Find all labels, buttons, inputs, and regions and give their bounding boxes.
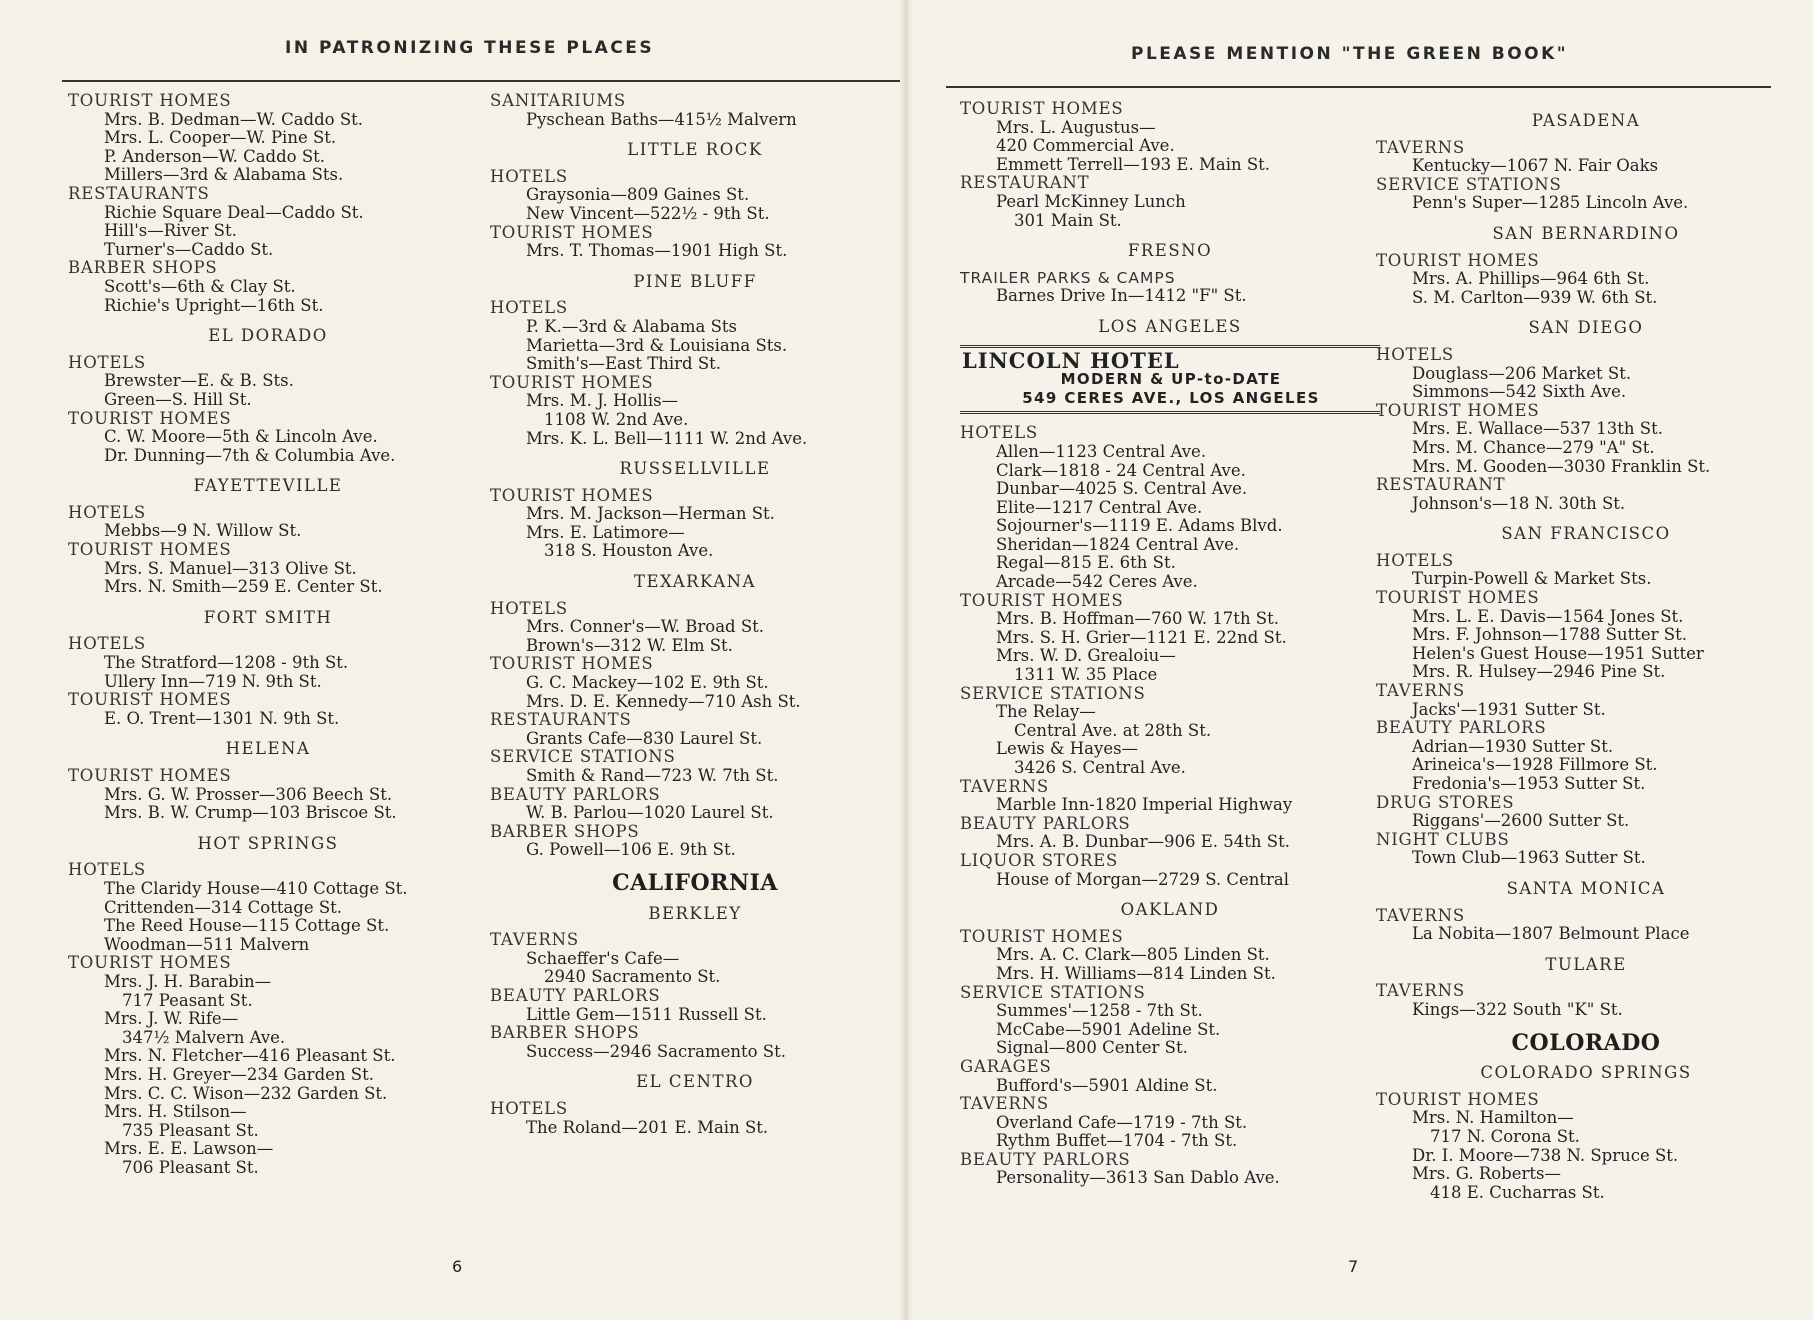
listing-line: Mrs. K. L. Bell—1111 W. 2nd Ave.: [526, 428, 808, 448]
hotel-advertisement: [960, 345, 1380, 415]
listing-line: Clark—1818 - 24 Central Ave.: [996, 460, 1246, 480]
listing-group: [490, 823, 900, 860]
listing-group: [490, 1100, 900, 1137]
category-heading: TOURIST HOMES: [490, 372, 654, 392]
listing-line: Mebbs—9 N. Willow St.: [104, 521, 302, 541]
category-heading: SERVICE STATIONS: [1376, 174, 1562, 194]
city-heading-san-bernardino: SAN BERNARDINO: [1492, 223, 1680, 243]
listing-line: Mrs. R. Hulsey—2946 Pine St.: [1412, 662, 1666, 682]
listing-line: Mrs. B. W. Crump—103 Briscoe St.: [104, 803, 397, 823]
listing-line: The Stratford—1208 - 9th St.: [104, 653, 349, 673]
listing-line: Turpin-Powell & Market Sts.: [1412, 569, 1652, 589]
category-heading: TAVERNS: [1376, 137, 1465, 157]
listing-line: Pyschean Baths—415½ Malvern: [526, 109, 797, 129]
listing-line: House of Morgan—2729 S. Central: [996, 869, 1290, 889]
category-heading: BARBER SHOPS: [490, 1023, 640, 1043]
header-rule-right: [946, 86, 1771, 88]
listing-line: Mrs. A. C. Clark—805 Linden St.: [996, 945, 1270, 965]
listing-line: Sojourner's—1119 E. Adams Blvd.: [996, 516, 1283, 536]
city-heading-texarkana: TEXARKANA: [634, 572, 756, 592]
category-heading: HOTELS: [68, 860, 147, 880]
listing-line: Hill's—River St.: [104, 221, 237, 241]
category-heading: TRAILER PARKS & CAMPS: [960, 268, 1176, 287]
category-heading: TOURIST HOMES: [490, 654, 654, 674]
listing-line: Grants Cafe—830 Laurel St.: [526, 728, 763, 748]
listing-line: Mrs. H. Stilson—: [104, 1102, 247, 1122]
listing-line: S. M. Carlton—939 W. 6th St.: [1412, 287, 1658, 307]
column-1: [68, 92, 468, 1177]
listing-line: Mrs. M. J. Hollis—: [526, 391, 679, 411]
listing-line: Elite—1217 Central Ave.: [996, 497, 1203, 517]
listing-group: [1376, 1091, 1796, 1203]
ad-address: 549 CERES AVE., LOS ANGELES: [1022, 388, 1320, 407]
listing-line: Turner's—Caddo St.: [104, 239, 274, 259]
column-3: [960, 100, 1380, 1188]
category-heading: BARBER SHOPS: [490, 821, 640, 841]
listing-group: [1376, 346, 1796, 402]
listing-line: 301 Main St.: [1014, 210, 1122, 230]
category-heading: HOTELS: [68, 352, 147, 372]
running-head-right: PLEASE MENTION "THE GREEN BOOK": [1131, 44, 1569, 64]
listing-line: Success—2946 Sacramento St.: [526, 1041, 786, 1061]
category-heading: TAVERNS: [1376, 681, 1465, 701]
listing-line: Mrs. B. Hoffman—760 W. 17th St.: [996, 609, 1279, 629]
listing-line: 1108 W. 2nd Ave.: [544, 409, 689, 429]
listing-group: [490, 224, 900, 261]
listing-line: Mrs. S. Manuel—313 Olive St.: [104, 558, 357, 578]
listing-group: [960, 1151, 1380, 1188]
listing-line: 717 Peasant St.: [122, 990, 253, 1010]
listing-line: Mrs. A. B. Dunbar—906 E. 54th St.: [996, 832, 1290, 852]
listing-group: [490, 655, 900, 711]
listing-line: The Reed House—115 Cottage St.: [104, 916, 390, 936]
listing-line: Adrian—1930 Sutter St.: [1412, 736, 1614, 756]
listing-line: Mrs. C. C. Wison—232 Garden St.: [104, 1083, 388, 1103]
listing-group: [1376, 252, 1796, 308]
listing-line: 3426 S. Central Ave.: [1014, 758, 1186, 777]
listing-line: Mrs. F. Johnson—1788 Sutter St.: [1412, 625, 1687, 645]
listing-line: Richie Square Deal—Caddo St.: [104, 202, 364, 222]
category-heading: TOURIST HOMES: [960, 99, 1124, 118]
category-heading: BEAUTY PARLORS: [490, 985, 661, 1005]
listing-line: W. B. Parlou—1020 Laurel St.: [526, 803, 774, 823]
listing-line: Richie's Upright—16th St.: [104, 295, 324, 315]
listing-line: Emmett Terrell—193 E. Main St.: [996, 154, 1271, 174]
listing-line: 1311 W. 35 Place: [1014, 665, 1158, 685]
listing-line: Mrs. N. Fletcher—416 Pleasant St.: [104, 1046, 396, 1066]
listing-group: [68, 635, 468, 691]
category-heading: SERVICE STATIONS: [960, 982, 1146, 1002]
listing-line: Dunbar—4025 S. Central Ave.: [996, 479, 1248, 499]
listing-line: Dr. I. Moore—738 N. Spruce St.: [1412, 1145, 1679, 1165]
listing-line: Rythm Buffet—1704 - 7th St.: [996, 1131, 1238, 1151]
listing-group: [960, 174, 1380, 230]
page-number-left: 6: [452, 1257, 463, 1276]
listing-group: [490, 600, 900, 656]
city-heading-pasadena: PASADENA: [1531, 111, 1641, 130]
listing-line: Arcade—542 Ceres Ave.: [996, 572, 1198, 592]
category-heading: TOURIST HOMES: [1376, 1089, 1540, 1109]
listing-line: Brown's—312 W. Elm St.: [526, 635, 733, 655]
listing-group: [960, 424, 1380, 591]
category-heading: TAVERNS: [960, 776, 1049, 796]
category-heading: SANITARIUMS: [490, 91, 627, 110]
listing-line: New Vincent—522½ - 9th St.: [526, 203, 770, 223]
listing-group: [1376, 982, 1796, 1019]
listing-line: Sheridan—1824 Central Ave.: [996, 534, 1240, 554]
category-heading: RESTAURANTS: [68, 183, 210, 203]
listing-group: [68, 954, 468, 1177]
category-heading: TAVERNS: [490, 930, 579, 950]
category-heading: BARBER SHOPS: [68, 258, 218, 278]
category-heading: HOTELS: [1376, 344, 1455, 364]
listing-line: Mrs. B. Dedman—W. Caddo St.: [104, 109, 364, 129]
listing-line: Central Ave. at 28th St.: [1014, 720, 1212, 740]
listing-line: Helen's Guest House—1951 Sutter: [1412, 643, 1704, 663]
city-heading-berkley: BERKLEY: [648, 903, 742, 923]
category-heading: HOTELS: [490, 166, 569, 186]
listing-group: [960, 100, 1380, 174]
city-heading-oakland: OAKLAND: [1120, 900, 1220, 920]
category-heading: TOURIST HOMES: [1376, 400, 1540, 420]
listing-line: G. C. Mackey—102 E. 9th St.: [526, 673, 769, 693]
listing-group: [490, 374, 900, 448]
listing-group: [1376, 476, 1796, 513]
header-rule-left: [62, 80, 900, 82]
category-heading: TOURIST HOMES: [960, 926, 1124, 946]
listing-group: [960, 592, 1380, 685]
listing-line: Marietta—3rd & Louisiana Sts.: [526, 335, 788, 355]
listing-group: [1376, 794, 1796, 831]
listing-line: The Relay—: [996, 702, 1096, 722]
listing-line: Woodman—511 Malvern: [104, 934, 310, 954]
listing-line: Jacks'—1931 Sutter St.: [1412, 699, 1606, 719]
category-heading: TAVERNS: [1376, 981, 1465, 1001]
state-heading-colorado: COLORADO: [1511, 1029, 1661, 1056]
listing-line: Town Club—1963 Sutter St.: [1412, 848, 1646, 868]
city-heading-little-rock: LITTLE ROCK: [627, 140, 763, 160]
listing-group: [68, 185, 468, 259]
listing-line: Penn's Super—1285 Lincoln Ave.: [1412, 193, 1689, 213]
listing-line: Smith's—East Third St.: [526, 354, 721, 374]
listing-group: [1376, 682, 1796, 719]
category-heading: TOURIST HOMES: [960, 590, 1124, 610]
listing-line: Riggans'—2600 Sutter St.: [1412, 811, 1630, 831]
listing-group: [68, 504, 468, 541]
listing-line: Mrs. G. Roberts—: [1412, 1164, 1561, 1184]
listing-line: Mrs. L. Augustus—: [996, 117, 1156, 137]
column-4: [1376, 100, 1796, 1202]
listing-line: P. K.—3rd & Alabama Sts: [526, 316, 738, 336]
city-heading-fayetteville: FAYETTEVILLE: [193, 476, 343, 496]
city-heading-helena: HELENA: [225, 739, 311, 759]
city-heading-los-angeles: LOS ANGELES: [1098, 316, 1242, 336]
listing-line: C. W. Moore—5th & Lincoln Ave.: [104, 427, 378, 447]
listing-line: Scott's—6th & Clay St.: [104, 276, 296, 296]
listing-line: Kings—322 South "K" St.: [1412, 999, 1623, 1019]
listing-line: The Roland—201 E. Main St.: [526, 1117, 769, 1137]
category-heading: TOURIST HOMES: [1376, 250, 1540, 270]
listing-group: [960, 1095, 1380, 1151]
listing-line: Mrs. D. E. Kennedy—710 Ash St.: [526, 691, 801, 711]
city-heading-san-diego: SAN DIEGO: [1528, 318, 1644, 338]
category-heading: GARAGES: [960, 1056, 1052, 1076]
category-heading: HOTELS: [490, 598, 569, 618]
listing-line: Mrs. J. W. Rife—: [104, 1009, 239, 1029]
listing-group: [1376, 139, 1796, 176]
listing-line: Lewis & Hayes—: [996, 739, 1139, 759]
category-heading: BEAUTY PARLORS: [490, 784, 661, 804]
listing-group: [490, 931, 900, 987]
listing-group: [1376, 176, 1796, 213]
listing-line: Mrs. L. Cooper—W. Pine St.: [104, 128, 337, 148]
category-heading: NIGHT CLUBS: [1376, 829, 1510, 849]
listing-group: [960, 778, 1380, 815]
listing-group: [68, 410, 468, 466]
city-heading-fort-smith: FORT SMITH: [203, 607, 333, 627]
category-heading: RESTAURANT: [1376, 475, 1506, 495]
city-heading-pine-bluff: PINE BLUFF: [633, 271, 757, 291]
listing-line: Mrs. M. Jackson—Herman St.: [526, 504, 775, 524]
listing-line: 2940 Sacramento St.: [544, 967, 721, 987]
listing-group: [68, 259, 468, 315]
category-heading: TOURIST HOMES: [68, 91, 232, 110]
listing-line: Mrs. L. E. Davis—1564 Jones St.: [1412, 606, 1684, 626]
category-heading: HOTELS: [1376, 550, 1455, 570]
listing-group: [1376, 719, 1796, 793]
category-heading: BEAUTY PARLORS: [960, 813, 1131, 833]
listing-line: Mrs. N. Hamilton—: [1412, 1108, 1574, 1128]
listing-line: Mrs. E. Wallace—537 13th St.: [1412, 419, 1663, 439]
listing-group: [1376, 589, 1796, 682]
listing-line: P. Anderson—W. Caddo St.: [104, 146, 326, 166]
category-heading: BEAUTY PARLORS: [1376, 718, 1547, 738]
category-heading: HOTELS: [960, 423, 1039, 443]
listing-line: Overland Cafe—1719 - 7th St.: [996, 1112, 1248, 1132]
city-heading-san-francisco: SAN FRANCISCO: [1501, 524, 1671, 544]
listing-line: Mrs. T. Thomas—1901 High St.: [526, 241, 788, 261]
category-heading: TOURIST HOMES: [68, 540, 232, 560]
category-heading: TOURIST HOMES: [1376, 588, 1540, 608]
category-heading: TOURIST HOMES: [68, 766, 232, 785]
listing-group: [68, 541, 468, 597]
city-heading-colorado-springs: COLORADO SPRINGS: [1480, 1063, 1692, 1083]
listing-group: [1376, 552, 1796, 589]
listing-group: [1376, 831, 1796, 868]
listing-group: [960, 269, 1380, 306]
listing-line: E. O. Trent—1301 N. 9th St.: [104, 708, 340, 728]
page-number-right: 7: [1348, 1257, 1359, 1276]
listing-line: Allen—1123 Central Ave.: [996, 441, 1207, 461]
listing-group: [960, 984, 1380, 1058]
city-heading-hot-springs: HOT SPRINGS: [197, 833, 339, 853]
listing-line: Ullery Inn—719 N. 9th St.: [104, 671, 322, 691]
listing-line: Barnes Drive In—1412 "F" St.: [996, 286, 1247, 306]
listing-line: G. Powell—106 E. 9th St.: [526, 840, 736, 860]
ad-tagline: MODERN & UP-to-DATE: [1060, 370, 1282, 389]
listing-line: Green—S. Hill St.: [104, 389, 252, 409]
listing-line: Kentucky—1067 N. Fair Oaks: [1412, 156, 1659, 176]
listing-line: Mrs. E. E. Lawson—: [104, 1139, 274, 1159]
book-gutter: [900, 0, 914, 1320]
listing-group: [490, 299, 900, 373]
city-heading-tulare: TULARE: [1545, 954, 1627, 974]
listing-line: Millers—3rd & Alabama Sts.: [104, 165, 344, 185]
city-heading-fresno: FRESNO: [1127, 241, 1213, 261]
category-heading: TOURIST HOMES: [490, 222, 654, 242]
listing-line: 347½ Malvern Ave.: [122, 1027, 286, 1047]
listing-line: Mrs. M. Chance—279 "A" St.: [1412, 437, 1655, 457]
listing-group: [960, 685, 1380, 778]
city-heading-santa-monica: SANTA MONICA: [1506, 878, 1666, 898]
listing-line: Johnson's—18 N. 30th St.: [1412, 493, 1626, 513]
city-heading-el-centro: EL CENTRO: [636, 1072, 754, 1092]
category-heading: SERVICE STATIONS: [490, 747, 676, 767]
listing-line: McCabe—5901 Adeline St.: [996, 1019, 1221, 1039]
listing-group: [490, 711, 900, 748]
listing-line: Mrs. W. D. Grealoiu—: [996, 646, 1176, 666]
listing-group: [68, 767, 468, 823]
listing-line: Mrs. E. Latimore—: [526, 522, 685, 542]
listing-line: Bufford's—5901 Aldine St.: [996, 1075, 1218, 1095]
category-heading: RESTAURANTS: [490, 710, 632, 730]
listing-line: 706 Pleasant St.: [122, 1157, 259, 1177]
listing-line: 418 E. Cucharras St.: [1430, 1182, 1605, 1202]
listing-line: Mrs. H. Williams—814 Linden St.: [996, 963, 1276, 983]
category-heading: HOTELS: [490, 1098, 569, 1118]
listing-line: Graysonia—809 Gaines St.: [526, 185, 750, 205]
listing-group: [960, 852, 1380, 889]
listing-group: [490, 487, 900, 561]
category-heading: BEAUTY PARLORS: [960, 1149, 1131, 1169]
listing-line: Mrs. G. W. Prosser—306 Beech St.: [104, 784, 393, 804]
listing-line: 420 Commercial Ave.: [996, 136, 1175, 156]
category-heading: TAVERNS: [1376, 905, 1465, 925]
category-heading: LIQUOR STORES: [960, 850, 1119, 870]
category-heading: TOURIST HOMES: [68, 408, 232, 428]
listing-line: Marble Inn-1820 Imperial Highway: [996, 795, 1293, 815]
listing-group: [490, 92, 900, 129]
listing-group: [490, 748, 900, 785]
city-heading-el-dorado: EL DORADO: [208, 326, 328, 346]
listing-line: Smith & Rand—723 W. 7th St.: [526, 766, 779, 785]
listing-line: Crittenden—314 Cottage St.: [104, 897, 343, 917]
city-heading-russellville: RUSSELLVILLE: [619, 459, 771, 479]
listing-group: [68, 92, 468, 185]
listing-line: Dr. Dunning—7th & Columbia Ave.: [104, 445, 396, 465]
listing-group: [490, 786, 900, 823]
listing-group: [68, 354, 468, 410]
listing-group: [490, 1024, 900, 1061]
listing-line: Simmons—542 Sixth Ave.: [1412, 382, 1627, 402]
listing-group: [1376, 907, 1796, 944]
listing-group: [68, 691, 468, 728]
listing-group: [960, 1058, 1380, 1095]
listing-line: Little Gem—1511 Russell St.: [526, 1004, 767, 1024]
listing-line: Mrs. H. Greyer—234 Garden St.: [104, 1064, 374, 1084]
listing-line: Mrs. J. H. Barabin—: [104, 971, 272, 991]
right-page: [906, 0, 1813, 1320]
listing-line: Mrs. Conner's—W. Broad St.: [526, 617, 765, 637]
column-2: [490, 92, 900, 1137]
category-heading: TAVERNS: [960, 1094, 1049, 1114]
category-heading: HOTELS: [490, 298, 569, 318]
listing-line: Summes'—1258 - 7th St.: [996, 1001, 1203, 1021]
listing-line: Mrs. S. H. Grier—1121 E. 22nd St.: [996, 627, 1287, 647]
listing-line: 717 N. Corona St.: [1430, 1126, 1580, 1146]
listing-group: [960, 928, 1380, 984]
listing-line: Pearl McKinney Lunch: [996, 191, 1186, 211]
listing-line: Personality—3613 San Dablo Ave.: [996, 1168, 1280, 1188]
listing-group: [68, 861, 468, 954]
category-heading: SERVICE STATIONS: [960, 683, 1146, 703]
running-head-left: IN PATRONIZING THESE PLACES: [285, 38, 655, 58]
category-heading: TOURIST HOMES: [68, 953, 232, 973]
listing-line: Mrs. A. Phillips—964 6th St.: [1412, 269, 1650, 289]
listing-line: The Claridy House—410 Cottage St.: [104, 878, 408, 898]
listing-group: [490, 987, 900, 1024]
ad-hotel-name: LINCOLN HOTEL: [962, 347, 1180, 373]
listing-line: Mrs. N. Smith—259 E. Center St.: [104, 577, 383, 597]
state-heading-california: CALIFORNIA: [612, 869, 778, 896]
listing-line: Regal—815 E. 6th St.: [996, 553, 1176, 573]
listing-line: Fredonia's—1953 Sutter St.: [1412, 774, 1646, 793]
listing-line: Schaeffer's Cafe—: [526, 948, 680, 968]
category-heading: HOTELS: [68, 634, 147, 654]
listing-line: 735 Pleasant St.: [122, 1120, 259, 1140]
listing-group: [490, 168, 900, 224]
category-heading: RESTAURANT: [960, 173, 1090, 193]
listing-line: Douglass—206 Market St.: [1412, 363, 1632, 383]
listing-group: [1376, 402, 1796, 476]
category-heading: HOTELS: [68, 502, 147, 522]
category-heading: TOURIST HOMES: [68, 690, 232, 710]
category-heading: TOURIST HOMES: [490, 485, 654, 505]
listing-line: La Nobita—1807 Belmount Place: [1412, 924, 1690, 944]
category-heading: DRUG STORES: [1376, 792, 1515, 812]
listing-group: [960, 815, 1380, 852]
left-page: [0, 0, 906, 1320]
listing-line: Arineica's—1928 Fillmore St.: [1412, 755, 1658, 775]
listing-line: Mrs. M. Gooden—3030 Franklin St.: [1412, 456, 1711, 476]
listing-line: 318 S. Houston Ave.: [544, 541, 714, 561]
listing-line: Brewster—E. & B. Sts.: [104, 371, 294, 391]
listing-line: Signal—800 Center St.: [996, 1038, 1188, 1058]
